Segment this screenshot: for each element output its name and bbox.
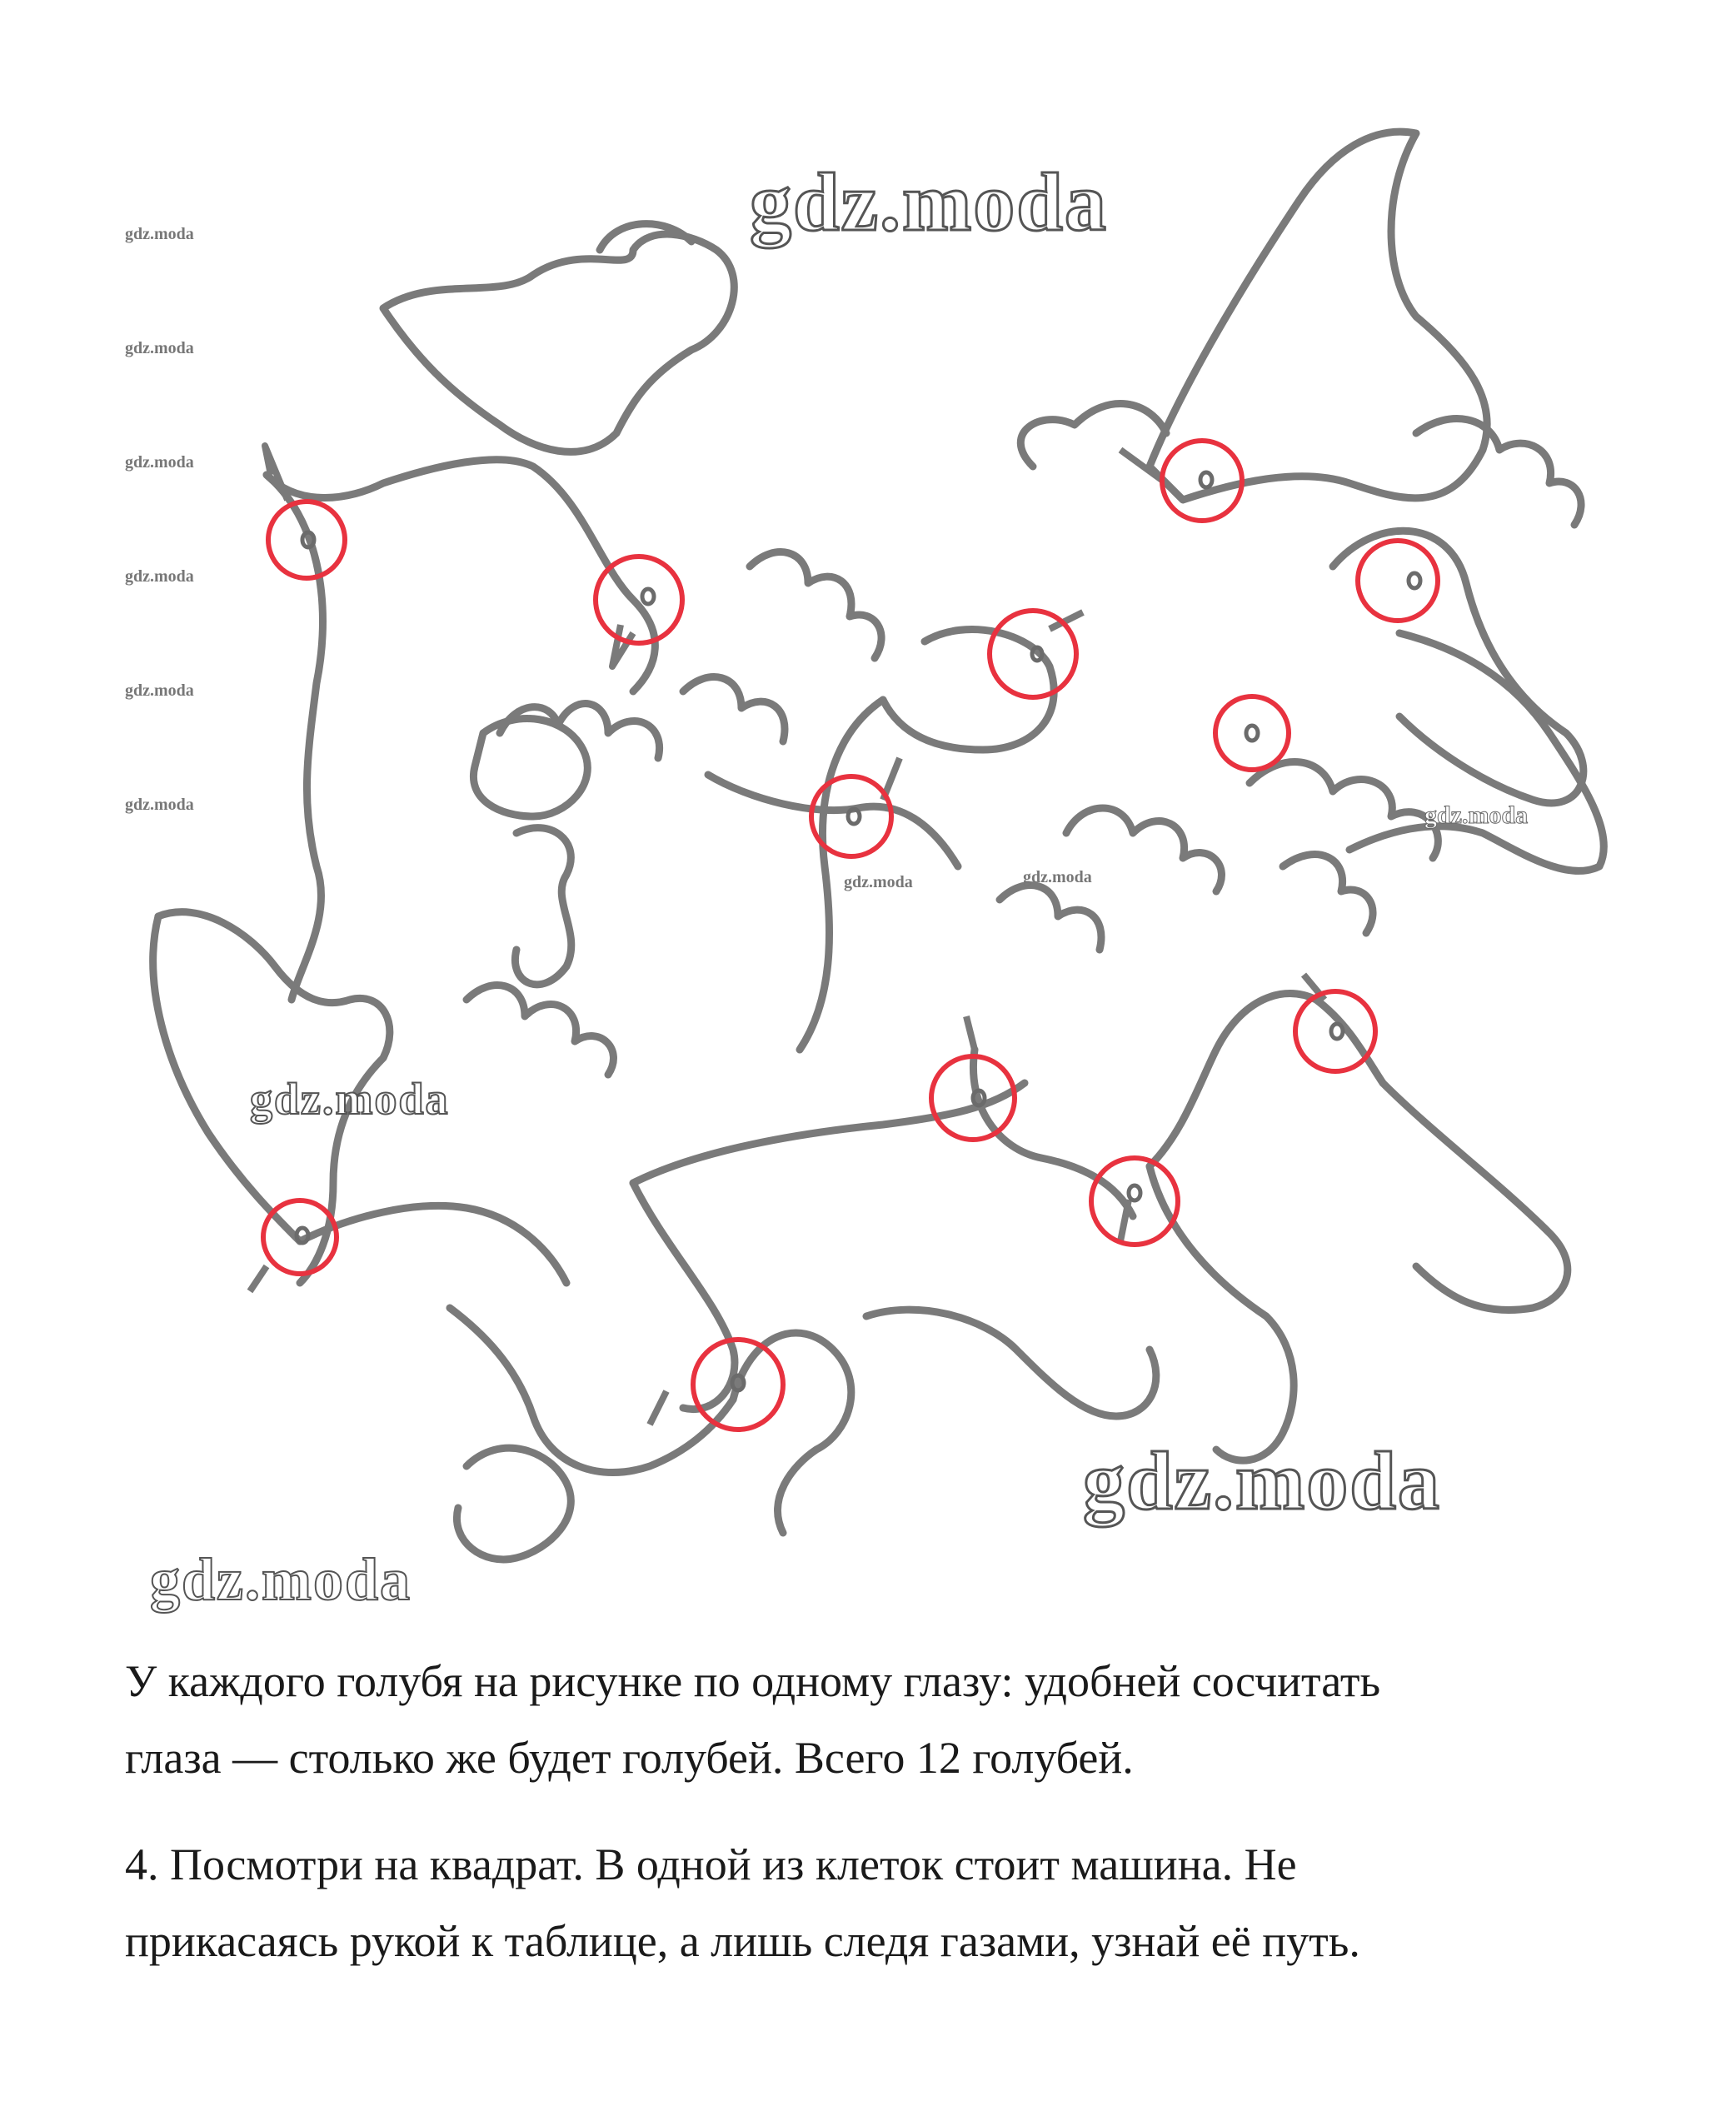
dove-body-outline — [1333, 531, 1584, 803]
dove-wing-outline — [1383, 1083, 1568, 1310]
dove-body-outline — [1150, 994, 1383, 1167]
dove-wing-outline — [733, 1333, 851, 1533]
dove-wing-outline — [633, 1183, 735, 1410]
dove-beaks — [250, 446, 1324, 1425]
dove-body-outline — [267, 475, 323, 1000]
answer-line: глаза — столько же будет голубей. Всего 12 голубей. — [125, 1733, 1134, 1783]
eye-marker — [1215, 696, 1289, 770]
dove-body-outline — [883, 630, 1054, 750]
watermark-small: gdz.moda — [125, 796, 194, 814]
watermark-small: gdz.moda — [125, 339, 194, 357]
feather-squiggle — [683, 677, 785, 741]
watermark-mid: gdz.moda — [1424, 801, 1529, 829]
watermark-big: gdz.moda — [750, 156, 1108, 248]
dove-wing-outline — [1020, 404, 1166, 467]
eye-marker — [1295, 991, 1375, 1071]
dove-wing-outline — [383, 234, 734, 452]
dove-wing-outline — [866, 1310, 1156, 1416]
feather-squiggle — [1283, 855, 1373, 933]
eye-marker — [596, 556, 682, 643]
watermark-small: gdz.moda — [125, 681, 194, 700]
task-4-line: 4. Посмотри на квадрат. В одной из клеток стоит машина. Не — [125, 1839, 1297, 1889]
eye-pupils — [297, 472, 1420, 1390]
answer-line: У каждого голубя на рисунке по одному глазу: удобней сосчитать — [125, 1656, 1381, 1706]
task-4-line: прикасаясь рукой к таблице, а лишь следя газами, узнай её путь. — [125, 1916, 1360, 1966]
watermark-mid: gdz.moda — [1023, 868, 1092, 886]
dove-wing-outline — [456, 1448, 571, 1560]
watermark-big: gdz.moda — [150, 1546, 412, 1613]
feather-squiggle — [1416, 419, 1581, 525]
answer-paragraph — [125, 1643, 1624, 1796]
dove-wing-outline — [1150, 1166, 1294, 1460]
feather-squiggle — [1000, 886, 1101, 950]
eye-marker — [1358, 541, 1438, 621]
dove-body-outline — [300, 1205, 566, 1283]
feather-squiggle — [466, 986, 613, 1075]
feather-squiggle — [1250, 762, 1438, 858]
feather-squiggle — [750, 552, 881, 658]
dove-wing-outline — [473, 719, 587, 816]
task-4-paragraph — [125, 1826, 1624, 1979]
watermark-small: gdz.moda — [125, 225, 194, 243]
watermark-small: gdz.moda — [125, 567, 194, 586]
dove-wing-outline — [515, 828, 571, 985]
dove-wing-outline — [1150, 132, 1487, 500]
watermark-mid: gdz.moda — [844, 873, 913, 891]
dove-body-outline — [633, 1083, 1025, 1183]
watermark-small: gdz.moda — [125, 453, 194, 472]
dove-wing-outline — [1349, 633, 1604, 871]
watermark-big: gdz.moda — [250, 1074, 450, 1124]
watermark-big: gdz.moda — [1083, 1435, 1441, 1527]
